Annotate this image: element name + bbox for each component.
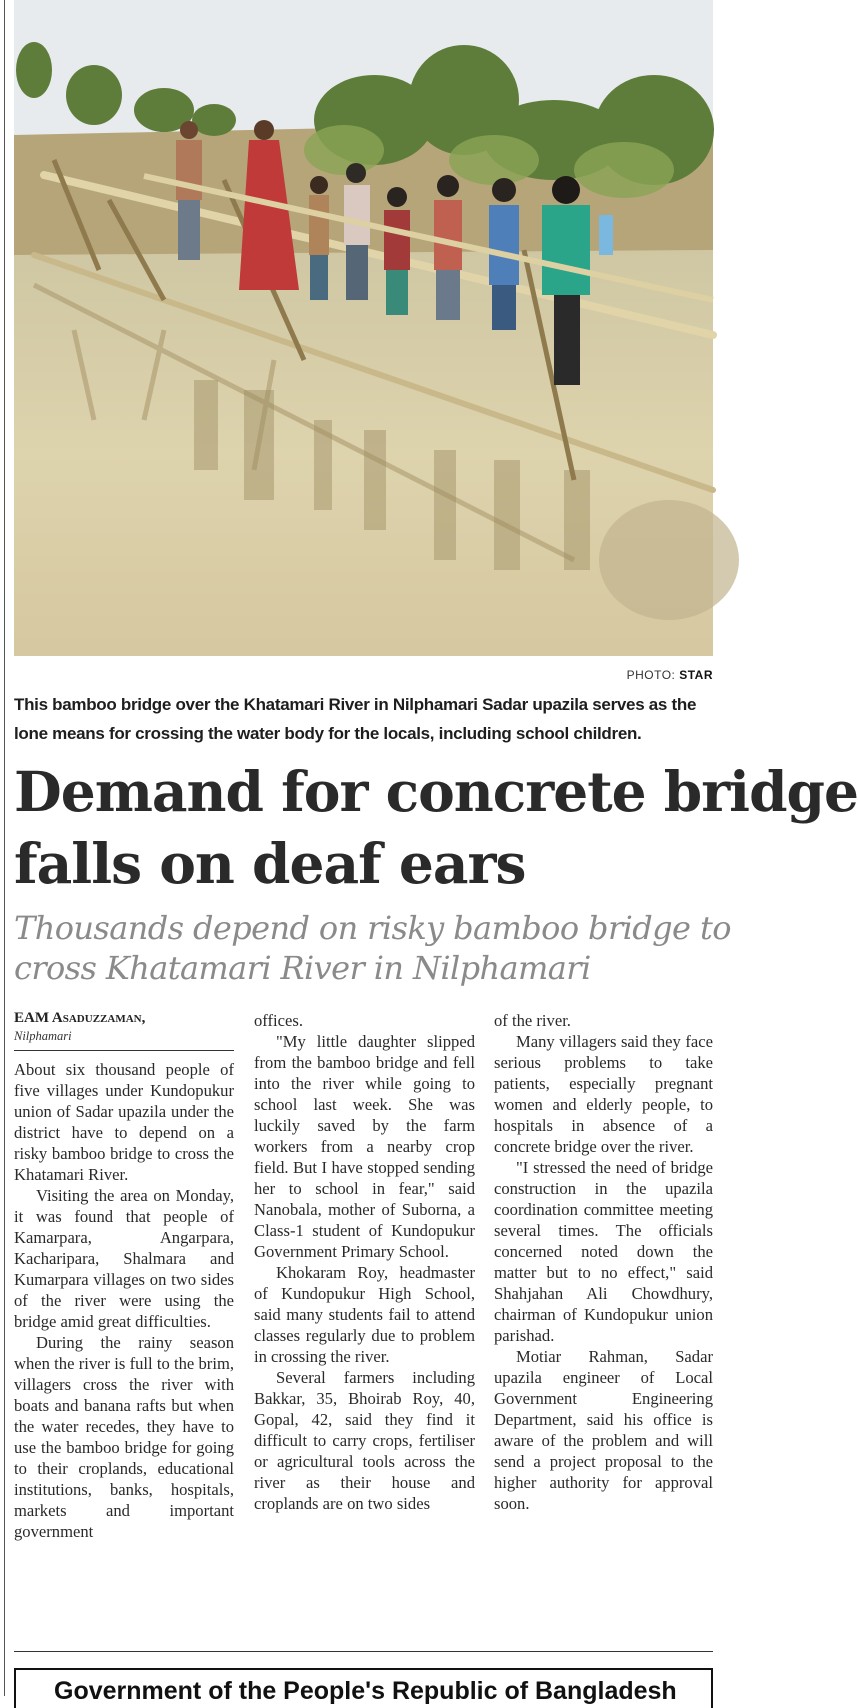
- photo-caption: This bamboo bridge over the Khatamari River in Nilphamari Sadar upazila serves as the lone means for crossing the water body for the locals, including school children.: [14, 695, 697, 743]
- paragraph: Many villagers said they face serious problems to take patients, especially pregnant women and elderly people, to hospitals in absence of a concrete bridge over the river.: [494, 1032, 713, 1156]
- paragraph: During the rainy season when the river is full to the brim, villagers cross the river with boats and banana rafts but when the water recedes, they have to use the bamboo bridge for going to their croplands, educational institutions, banks, hospitals, markets and important government: [14, 1333, 234, 1541]
- paragraph: Motiar Rahman, Sadar upazila engineer of Local Government Engineering Department, said his office is aware of the problem and will send a project proposal to the higher authority for approval soon.: [494, 1347, 713, 1513]
- paragraph: Several farmers including Bakkar, 35, Bhoirab Roy, 40, Gopal, 42, said they find it difficult to carry crops, fertiliser or agricultural tools across the river as their house and croplands are on two sides: [254, 1368, 475, 1513]
- paragraph: of the river.: [494, 1011, 571, 1030]
- government-advert-title: Government of the People's Republic of Bangladesh: [54, 1677, 677, 1705]
- headline-line-1: Demand for concrete bridge: [14, 759, 858, 824]
- byline-author: EAM Asaduzzaman,: [14, 1010, 146, 1026]
- left-column-rule: [4, 0, 5, 1696]
- paragraph: About six thousand people of five villages under Kundopukur union of Sadar upazila under the district have to depend on a risky bamboo bridge to cross the Khatamari River.: [14, 1060, 234, 1184]
- article-column-3: [494, 1010, 713, 1514]
- byline-divider: [14, 1050, 234, 1051]
- article-bottom-rule: [14, 1651, 713, 1652]
- subheadline-line-2: cross Khatamari River in Nilphamari: [14, 949, 591, 987]
- subheadline: [14, 908, 734, 988]
- paragraph: "I stressed the need of bridge construction in the upazila coordination committee meeting several times. The officials concerned noted down the matter but to no effect," said Shahjahan Ali Chowdhury, chairman of Kundopukur union parishad.: [494, 1158, 713, 1345]
- article-column-1: [14, 1010, 234, 1542]
- article-column-2: [254, 1010, 475, 1514]
- paragraph: Visiting the area on Monday, it was found that people of Kamarpara, Angarpara, Kacharipara, Shalmara and Kumarpara villages on two sides of the river were using the bridge amid great difficulties.: [14, 1186, 234, 1331]
- headline-line-2: falls on deaf ears: [14, 831, 526, 896]
- headline: [14, 756, 858, 900]
- subheadline-line-1: Thousands depend on risky bamboo bridge to: [14, 909, 731, 947]
- paragraph: offices.: [254, 1011, 303, 1030]
- paragraph: "My little daughter slipped from the bamboo bridge and fell into the river while going to school last week. She was luckily saved by the farm workers from a nearby crop field. But I have stopped sending her to school in fear," said Nanobala, mother of Suborna, a Class-1 student of Kundopukur Government Primary School.: [254, 1032, 475, 1261]
- bamboo-bridge-photo: [14, 0, 713, 656]
- photo-credit: PHOTO: STAR: [626, 668, 713, 682]
- byline-location: Nilphamari: [14, 1029, 72, 1043]
- paragraph: Khokaram Roy, headmaster of Kundopukur High School, said many students fail to attend classes regularly due to problem in crossing the river.: [254, 1263, 475, 1366]
